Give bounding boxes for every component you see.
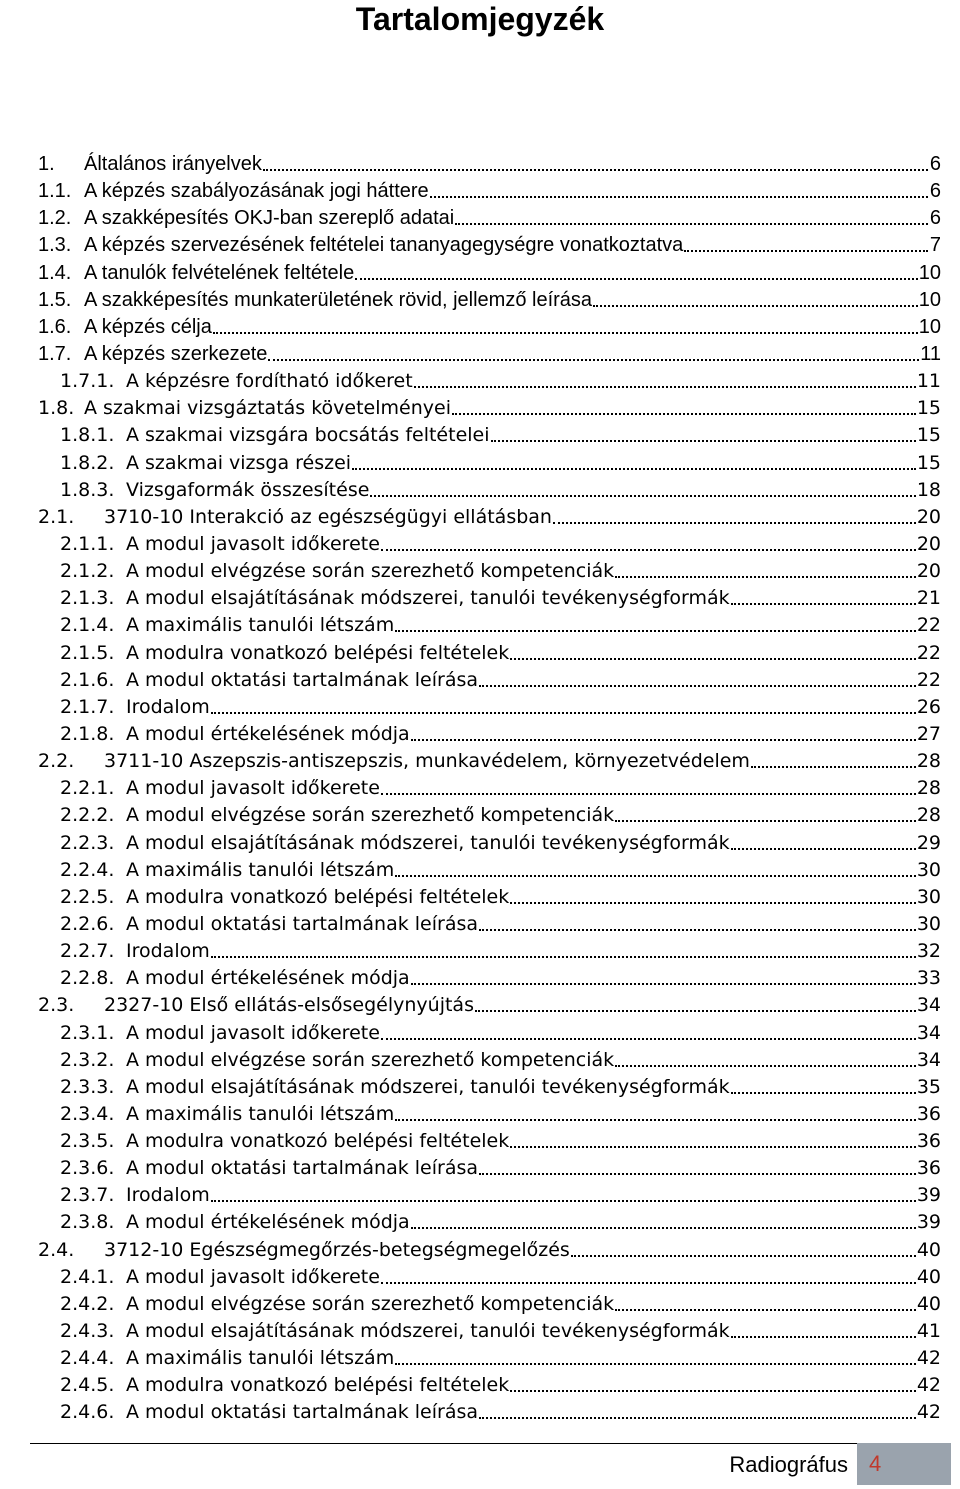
toc-entry-page: 11 xyxy=(916,370,941,393)
toc-entry-number: 2.3.8. xyxy=(60,1211,115,1234)
toc-entry-number: 2.2.8. xyxy=(60,967,115,990)
toc-entry-page: 21 xyxy=(916,587,941,610)
toc-entry[interactable] xyxy=(38,1264,941,1291)
toc-entry-page: 15 xyxy=(916,397,941,420)
toc-entry[interactable] xyxy=(38,911,941,938)
toc-entry[interactable] xyxy=(38,1345,941,1372)
toc-entry-number: 2.1.2. xyxy=(60,560,115,583)
toc-entry-number: 2.3. xyxy=(38,994,75,1017)
toc-dot-leader xyxy=(479,1417,916,1419)
toc-entry-page: 18 xyxy=(916,478,941,501)
toc-entry-title: A képzés célja xyxy=(84,315,212,338)
toc-dot-leader xyxy=(211,712,916,714)
toc-entry-number: 2.4. xyxy=(38,1238,75,1261)
toc-entry-title: Irodalom xyxy=(126,1184,210,1207)
toc-entry-number: 2.4.6. xyxy=(60,1401,115,1424)
toc-entry-title: A modulra vonatkozó belépési feltételek xyxy=(126,885,510,908)
toc-dot-leader xyxy=(395,630,916,632)
toc-entry-page: 41 xyxy=(916,1320,941,1343)
toc-dot-leader xyxy=(731,848,916,850)
toc-entry[interactable] xyxy=(38,531,941,558)
toc-dot-leader xyxy=(395,875,916,877)
toc-entry[interactable] xyxy=(38,884,941,911)
toc-entry-title: A szakmai vizsgáztatás követelményei xyxy=(84,397,451,420)
toc-entry-page: 34 xyxy=(916,1021,941,1044)
toc-dot-leader xyxy=(211,1200,916,1202)
toc-entry-number: 2.3.3. xyxy=(60,1075,115,1098)
toc-entry-number: 2.4.5. xyxy=(60,1374,115,1397)
toc-entry-number: 2.3.2. xyxy=(60,1048,115,1071)
toc-entry-page: 10 xyxy=(918,288,941,311)
toc-dot-leader xyxy=(731,603,916,605)
toc-entry[interactable] xyxy=(38,395,941,422)
toc-entry[interactable] xyxy=(38,260,941,287)
toc-entry-page: 29 xyxy=(916,831,941,854)
toc-entry-page: 39 xyxy=(916,1184,941,1207)
toc-dot-leader xyxy=(381,1282,916,1284)
toc-entry[interactable] xyxy=(38,857,941,884)
toc-entry[interactable] xyxy=(38,721,941,748)
toc-entry-page: 22 xyxy=(916,641,941,664)
toc-dot-leader xyxy=(411,983,916,985)
toc-entry[interactable] xyxy=(38,965,941,992)
toc-dot-leader xyxy=(475,1010,916,1012)
toc-entry-title: A modul oktatási tartalmának leírása xyxy=(126,668,479,691)
toc-entry-title: A modul elsajátításának módszerei, tanulói tevékenységformák xyxy=(126,831,730,854)
toc-entry-title: A maximális tanulói létszám xyxy=(126,858,395,881)
toc-entry-page: 28 xyxy=(916,750,941,773)
toc-entry[interactable] xyxy=(38,504,941,531)
toc-entry-page: 40 xyxy=(916,1238,941,1261)
toc-entry-page: 6 xyxy=(929,180,941,203)
toc-entry-title: A modul elvégzése során szerezhető kompetenciák xyxy=(126,1048,615,1071)
toc-entry[interactable] xyxy=(38,368,941,395)
toc-entry[interactable] xyxy=(38,1399,941,1426)
toc-entry-title: A modul javasolt időkerete xyxy=(126,777,380,800)
toc-entry[interactable] xyxy=(38,1318,941,1345)
toc-entry-title: 3711-10 Aszepszis-antiszepszis, munkavédelem, környezetvédelem xyxy=(104,750,750,773)
toc-entry-title: A szakképesítés munkaterületének rövid, jellemző leírása xyxy=(84,288,593,311)
toc-entry-title: A képzés szabályozásának jogi háttere xyxy=(84,180,429,203)
toc-entry-page: 10 xyxy=(918,315,941,338)
toc-entry[interactable] xyxy=(38,1372,941,1399)
toc-entry-number: 2.4.4. xyxy=(60,1347,115,1370)
toc-entry-title: A maximális tanulói létszám xyxy=(126,1102,395,1125)
toc-dot-leader xyxy=(455,223,928,225)
toc-dot-leader xyxy=(395,1363,916,1365)
toc-entry[interactable] xyxy=(38,830,941,857)
toc-entry-page: 11 xyxy=(920,342,941,365)
toc-dot-leader xyxy=(211,956,916,958)
toc-entry-number: 1.2. xyxy=(38,207,72,230)
page-title: Tartalomjegyzék xyxy=(355,1,605,37)
toc-dot-leader xyxy=(479,685,916,687)
toc-entry-page: 36 xyxy=(916,1102,941,1125)
toc-dot-leader xyxy=(553,522,916,524)
toc-dot-leader xyxy=(510,1146,916,1148)
toc-entry[interactable] xyxy=(38,1020,941,1047)
toc-entry-number: 2.1.5. xyxy=(60,641,115,664)
toc-entry-page: 15 xyxy=(916,424,941,447)
toc-entry-number: 1.1. xyxy=(38,180,72,203)
toc-entry-number: 2.3.5. xyxy=(60,1130,115,1153)
toc-entry[interactable] xyxy=(38,694,941,721)
toc-entry-page: 42 xyxy=(916,1401,941,1424)
toc-dot-leader xyxy=(571,1255,916,1257)
toc-dot-leader xyxy=(381,1038,916,1040)
toc-entry[interactable] xyxy=(38,151,941,178)
toc-entry-title: A modul elvégzése során szerezhető kompetenciák xyxy=(126,560,615,583)
toc-dot-leader xyxy=(615,1309,916,1311)
toc-entry-page: 40 xyxy=(916,1292,941,1315)
toc-entry[interactable] xyxy=(38,585,941,612)
toc-dot-leader xyxy=(615,1065,916,1067)
toc-entry-page: 30 xyxy=(916,858,941,881)
toc-entry-title: A modul értékelésének módja xyxy=(126,722,410,745)
toc-entry[interactable] xyxy=(38,1155,941,1182)
toc-entry-title: A modul elvégzése során szerezhető kompetenciák xyxy=(126,804,615,827)
toc-entry-title: A modul elvégzése során szerezhető kompetenciák xyxy=(126,1292,615,1315)
toc-entry-page: 28 xyxy=(916,804,941,827)
toc-entry[interactable] xyxy=(38,558,941,585)
toc-entry-page: 10 xyxy=(918,261,941,284)
toc-entry-page: 22 xyxy=(916,614,941,637)
toc-entry[interactable] xyxy=(38,992,941,1019)
toc-entry-title: A modul elsajátításának módszerei, tanulói tevékenységformák xyxy=(126,1320,730,1343)
toc-dot-leader xyxy=(381,793,916,795)
toc-dot-leader xyxy=(352,468,916,470)
toc-entry-title: A modul javasolt időkerete xyxy=(126,1021,380,1044)
footer-document-name: Radiográfus xyxy=(729,1452,848,1477)
toc-entry[interactable] xyxy=(38,802,941,829)
toc-entry-page: 28 xyxy=(916,777,941,800)
toc-entry[interactable] xyxy=(38,1074,941,1101)
toc-entry-title: A szakmai vizsgára bocsátás feltételei xyxy=(126,424,490,447)
toc-entry[interactable] xyxy=(38,477,941,504)
toc-entry-title: A modul elsajátításának módszerei, tanulói tevékenységformák xyxy=(126,587,730,610)
toc-dot-leader xyxy=(411,1227,916,1229)
toc-dot-leader xyxy=(355,278,918,280)
toc-entry-title: A modul javasolt időkerete xyxy=(126,532,380,555)
toc-entry[interactable] xyxy=(38,1209,941,1236)
toc-entry[interactable] xyxy=(38,178,941,205)
toc-entry-page: 20 xyxy=(916,505,941,528)
toc-entry-number: 1.8.1. xyxy=(60,424,115,447)
toc-entry-title: A modulra vonatkozó belépési feltételek xyxy=(126,641,510,664)
toc-dot-leader xyxy=(381,549,916,551)
toc-entry-page: 40 xyxy=(916,1265,941,1288)
toc-entry-page: 42 xyxy=(916,1347,941,1370)
toc-entry-page: 6 xyxy=(929,153,941,175)
toc-dot-leader xyxy=(268,359,919,361)
toc-entry-page: 33 xyxy=(916,967,941,990)
toc-entry-page: 34 xyxy=(916,994,941,1017)
toc-entry[interactable] xyxy=(38,341,941,368)
toc-entry-title: A szakmai vizsga részei xyxy=(126,451,352,474)
toc-dot-leader xyxy=(370,495,915,497)
toc-dot-leader xyxy=(615,820,916,822)
toc-entry-page: 42 xyxy=(916,1374,941,1397)
toc-entry-number: 1.3. xyxy=(38,234,72,257)
toc-entry[interactable] xyxy=(38,422,941,449)
toc-entry-number: 2.2. xyxy=(38,750,75,773)
toc-entry-title: A képzésre fordítható időkeret xyxy=(126,370,413,393)
toc-entry-page: 6 xyxy=(929,207,941,230)
toc-entry[interactable] xyxy=(38,287,941,314)
toc-entry-number: 2.1. xyxy=(38,505,75,528)
toc-dot-leader xyxy=(263,169,928,171)
footer-page-number: 4 xyxy=(857,1443,951,1485)
toc-dot-leader xyxy=(731,1336,916,1338)
toc-entry-title: A maximális tanulói létszám xyxy=(126,1347,395,1370)
toc-entry[interactable] xyxy=(38,612,941,639)
toc-entry[interactable] xyxy=(38,748,941,775)
toc-entry-number: 2.1.8. xyxy=(60,722,115,745)
toc-entry-page: 20 xyxy=(916,560,941,583)
toc-entry-number: 1.8.2. xyxy=(60,451,115,474)
toc-entry-number: 2.2.1. xyxy=(60,777,115,800)
table-of-contents xyxy=(38,151,941,1427)
toc-dot-leader xyxy=(411,739,916,741)
toc-dot-leader xyxy=(684,250,928,252)
toc-dot-leader xyxy=(395,1119,916,1121)
toc-entry-number: 1.5. xyxy=(38,288,72,311)
toc-entry-number: 2.3.7. xyxy=(60,1184,115,1207)
footer-divider xyxy=(30,1443,951,1444)
toc-entry-title: A képzés szervezésének feltételei tananyagegységre vonatkoztatva xyxy=(84,234,684,257)
toc-entry[interactable] xyxy=(38,1101,941,1128)
toc-entry[interactable] xyxy=(38,667,941,694)
toc-entry-title: Irodalom xyxy=(126,695,210,718)
toc-entry-title: A modul értékelésének módja xyxy=(126,967,410,990)
toc-entry[interactable] xyxy=(38,314,941,341)
toc-entry-title: A modul értékelésének módja xyxy=(126,1211,410,1234)
toc-entry-title: 3712-10 Egészségmegőrzés-betegségmegelőzés xyxy=(104,1238,570,1261)
toc-entry-title: 2327-10 Első ellátás-elsősegélynyújtás xyxy=(104,994,474,1017)
toc-entry-number: 1. xyxy=(38,153,55,175)
toc-entry[interactable] xyxy=(38,1047,941,1074)
toc-entry-title: Irodalom xyxy=(126,940,210,963)
toc-dot-leader xyxy=(452,413,916,415)
toc-entry-page: 22 xyxy=(916,668,941,691)
toc-entry[interactable] xyxy=(38,1182,941,1209)
toc-entry-title: A maximális tanulói létszám xyxy=(126,614,395,637)
toc-entry[interactable] xyxy=(38,640,941,667)
toc-entry-number: 1.7.1. xyxy=(60,370,115,393)
toc-entry-number: 2.2.3. xyxy=(60,831,115,854)
toc-entry-number: 2.2.4. xyxy=(60,858,115,881)
toc-entry-page: 27 xyxy=(916,722,941,745)
toc-entry[interactable] xyxy=(38,775,941,802)
toc-entry-title: A modul javasolt időkerete xyxy=(126,1265,380,1288)
toc-entry-number: 1.8. xyxy=(38,397,75,420)
toc-entry[interactable] xyxy=(38,938,941,965)
toc-entry-number: 1.4. xyxy=(38,261,72,284)
toc-entry-title: Általános irányelvek xyxy=(84,153,262,175)
toc-entry-number: 1.6. xyxy=(38,315,72,338)
toc-entry-number: 1.7. xyxy=(38,342,72,365)
toc-dot-leader xyxy=(510,1390,916,1392)
toc-entry[interactable] xyxy=(38,450,941,477)
toc-entry-number: 2.1.3. xyxy=(60,587,115,610)
toc-entry-title: 3710-10 Interakció az egészségügyi ellátásban xyxy=(104,505,552,528)
toc-entry-title: A modul elsajátításának módszerei, tanulói tevékenységformák xyxy=(126,1075,730,1098)
toc-dot-leader xyxy=(731,1092,916,1094)
toc-entry-number: 2.1.6. xyxy=(60,668,115,691)
toc-entry-title: A képzés szerkezete xyxy=(84,342,268,365)
toc-entry-number: 1.8.3. xyxy=(60,478,115,501)
toc-entry-number: 2.2.2. xyxy=(60,804,115,827)
toc-entry-number: 2.3.4. xyxy=(60,1102,115,1125)
toc-dot-leader xyxy=(510,902,916,904)
toc-dot-leader xyxy=(213,332,918,334)
toc-entry[interactable] xyxy=(38,1237,941,1264)
toc-entry-page: 32 xyxy=(916,940,941,963)
toc-entry-number: 2.1.7. xyxy=(60,695,115,718)
toc-entry-title: A modul oktatási tartalmának leírása xyxy=(126,1157,479,1180)
toc-entry-title: A tanulók felvételének feltétele xyxy=(84,261,355,284)
toc-entry-page: 20 xyxy=(916,532,941,555)
toc-entry-number: 2.4.2. xyxy=(60,1292,115,1315)
toc-entry-page: 36 xyxy=(916,1130,941,1153)
toc-entry-number: 2.1.1. xyxy=(60,532,115,555)
toc-dot-leader xyxy=(751,766,916,768)
toc-entry-page: 30 xyxy=(916,912,941,935)
toc-entry-number: 2.4.1. xyxy=(60,1265,115,1288)
toc-entry[interactable] xyxy=(38,205,941,232)
toc-entry-page: 26 xyxy=(916,695,941,718)
toc-dot-leader xyxy=(430,196,928,198)
toc-entry-page: 15 xyxy=(916,451,941,474)
toc-dot-leader xyxy=(414,386,916,388)
toc-entry-title: A modulra vonatkozó belépési feltételek xyxy=(126,1374,510,1397)
toc-dot-leader xyxy=(615,576,916,578)
toc-dot-leader xyxy=(593,305,918,307)
toc-entry-page: 34 xyxy=(916,1048,941,1071)
toc-entry-title: A modulra vonatkozó belépési feltételek xyxy=(126,1130,510,1153)
toc-entry-page: 39 xyxy=(916,1211,941,1234)
toc-entry-title: A modul oktatási tartalmának leírása xyxy=(126,1401,479,1424)
toc-entry-number: 2.2.7. xyxy=(60,940,115,963)
toc-entry-page: 36 xyxy=(916,1157,941,1180)
toc-entry-number: 2.2.5. xyxy=(60,885,115,908)
toc-dot-leader xyxy=(510,658,916,660)
toc-entry-number: 2.4.3. xyxy=(60,1320,115,1343)
toc-entry[interactable] xyxy=(38,1128,941,1155)
toc-entry-page: 30 xyxy=(916,885,941,908)
toc-dot-leader xyxy=(479,1173,916,1175)
toc-dot-leader xyxy=(491,440,916,442)
toc-entry-number: 2.3.6. xyxy=(60,1157,115,1180)
toc-entry-title: A modul oktatási tartalmának leírása xyxy=(126,912,479,935)
toc-entry-page: 35 xyxy=(916,1075,941,1098)
toc-dot-leader xyxy=(479,929,916,931)
toc-entry-number: 2.1.4. xyxy=(60,614,115,637)
toc-entry-title: A szakképesítés OKJ-ban szereplő adatai xyxy=(84,207,455,230)
toc-entry[interactable] xyxy=(38,1291,941,1318)
toc-entry-number: 2.3.1. xyxy=(60,1021,115,1044)
toc-entry[interactable] xyxy=(38,232,941,259)
toc-entry-title: Vizsgaformák összesítése xyxy=(126,478,370,501)
toc-entry-number: 2.2.6. xyxy=(60,912,115,935)
toc-entry-page: 7 xyxy=(929,234,941,257)
